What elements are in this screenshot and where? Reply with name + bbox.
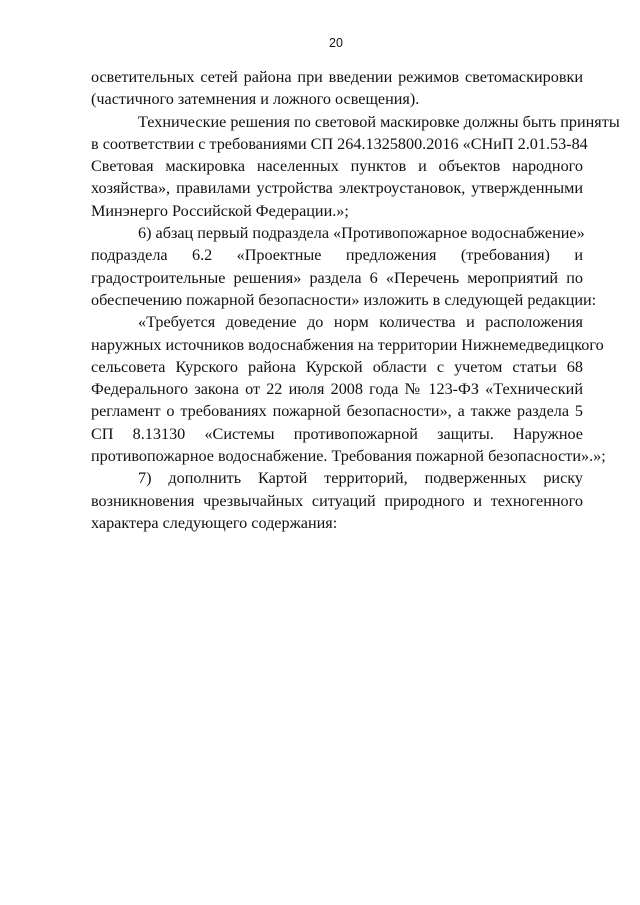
text-line: Технические решения по световой маскировке должны быть приняты — [138, 112, 620, 131]
text-line: наружных источников водоснабжения на территории Нижнемедведицкого — [91, 335, 604, 354]
paragraph — [91, 222, 597, 311]
text-line: Световая маскировка населенных пунктов и объектов народного — [91, 157, 583, 176]
paragraph — [91, 467, 583, 534]
text-line: (частичного затемнения и ложного освещения). — [91, 90, 420, 109]
text-line: СП 8.13130 «Системы противопожарной защиты. Наружное — [91, 424, 583, 443]
text-line: 7) дополнить Картой территорий, подверженных риску — [138, 469, 583, 488]
document-body — [91, 66, 620, 534]
text-line: сельсовета Курского района Курской области с учетом статьи 68 — [91, 357, 583, 376]
text-line: в соответствии с требованиями СП 264.1325800.2016 «СНиП 2.01.53-84 — [91, 134, 588, 153]
text-line: Минэнерго Российской Федерации.»; — [91, 201, 349, 220]
text-line: 6) абзац первый подраздела «Противопожарное водоснабжение» — [138, 224, 585, 243]
text-line: подраздела 6.2 «Проектные предложения (требования) и — [91, 246, 583, 265]
text-line: противопожарное водоснабжение. Требования пожарной безопасности».»; — [91, 447, 606, 466]
text-line: осветительных сетей района при введении режимов светомаскировки — [91, 68, 583, 86]
text-line: обеспечению пожарной безопасности» изложить в следующей редакции: — [91, 290, 597, 309]
text-line: возникновения чрезвычайных ситуаций природного и техногенного — [91, 491, 583, 510]
text-line: регламент о требованиях пожарной безопасности», а также раздела 5 — [91, 402, 583, 421]
text-line: характера следующего содержания: — [91, 513, 338, 532]
paragraph — [91, 311, 606, 467]
text-line: «Требуется доведение до норм количества и расположения — [138, 313, 583, 332]
text-line: хозяйства», правилами устройства электроустановок, утвержденными — [91, 179, 583, 198]
paragraph — [91, 111, 620, 222]
text-line: градостроительные решения» раздела 6 «Перечень мероприятий по — [91, 268, 583, 287]
paragraph — [91, 66, 583, 111]
text-line: Федерального закона от 22 июля 2008 года № 123-ФЗ «Технический — [91, 380, 583, 399]
page-number: 20 — [329, 36, 343, 50]
